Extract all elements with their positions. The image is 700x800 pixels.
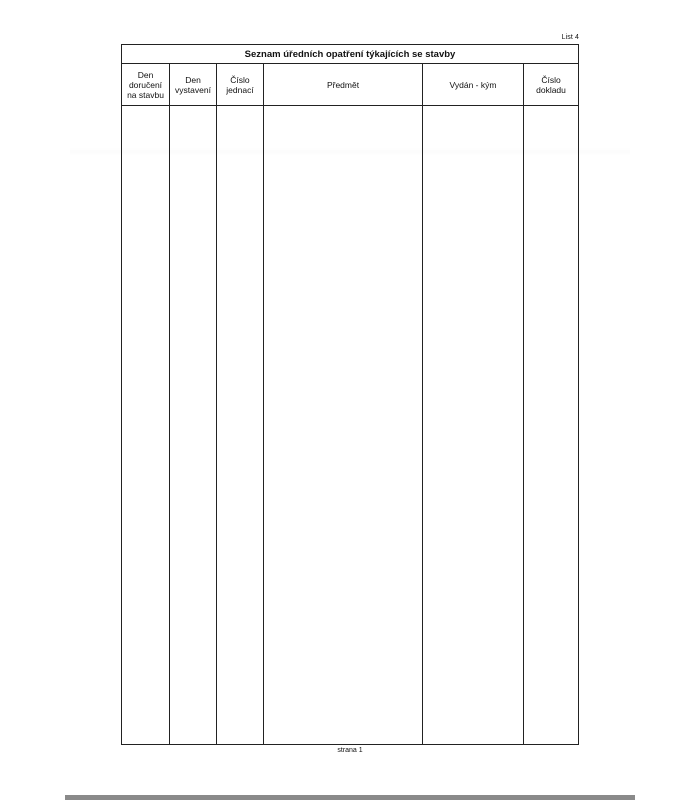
column-subject [263, 64, 422, 744]
page-number: strana 1 [337, 747, 363, 754]
column-body-subject[interactable] [264, 106, 422, 744]
column-body-delivery-date[interactable] [122, 106, 169, 744]
column-header-document-number: Číslo dokladu [524, 64, 578, 106]
bottom-edge-strip [65, 795, 635, 800]
table-title: Seznam úředních opatření týkajících se stavby [122, 45, 578, 64]
column-header-issued-by: Vydán - kým [423, 64, 523, 106]
column-header-delivery-date: Den doručení na stavbu [122, 64, 169, 106]
sheet-number-label: List 4 [561, 34, 579, 41]
official-measures-table [121, 44, 579, 745]
column-body-issued-by[interactable] [423, 106, 523, 744]
column-header-issue-date: Den vystavení [170, 64, 216, 106]
column-body-reference-number[interactable] [217, 106, 263, 744]
column-body-document-number[interactable] [524, 106, 578, 744]
column-issue-date [169, 64, 216, 744]
column-reference-number [216, 64, 263, 744]
column-header-subject: Předmět [264, 64, 422, 106]
column-document-number [523, 64, 578, 744]
column-header-reference-number: Číslo jednací [217, 64, 263, 106]
column-issued-by [422, 64, 523, 744]
column-delivery-date [122, 64, 169, 744]
column-body-issue-date[interactable] [170, 106, 216, 744]
